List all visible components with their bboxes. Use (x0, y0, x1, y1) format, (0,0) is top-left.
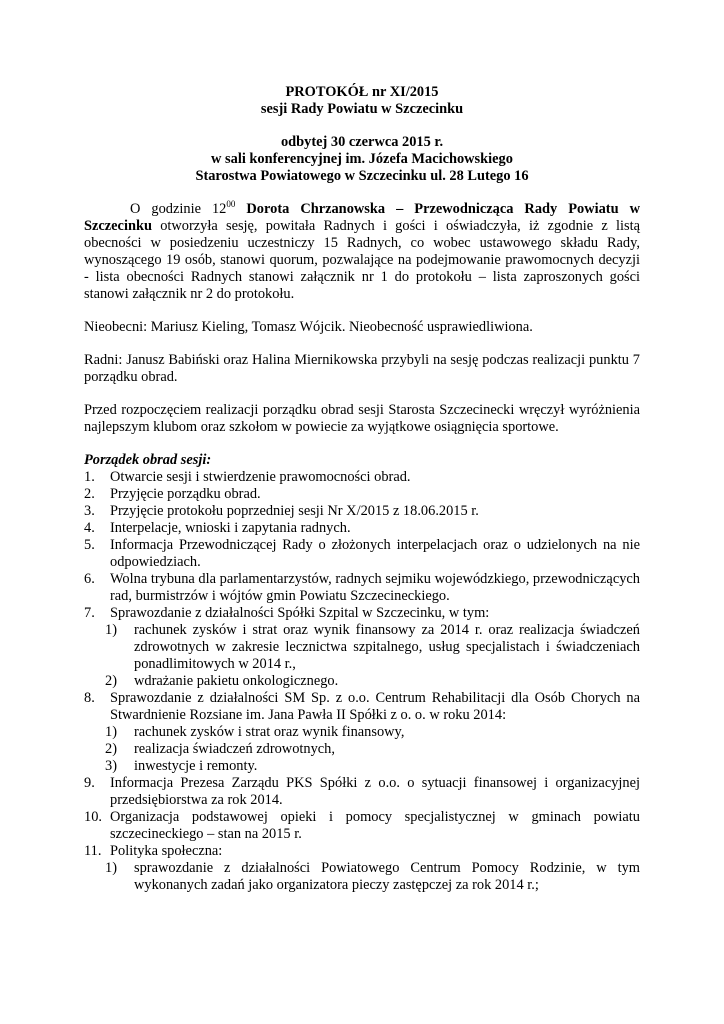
agenda-subitem (84, 622, 640, 673)
agenda-subitem-number: 3) (105, 758, 117, 774)
agenda-item-number: 8. (84, 690, 95, 706)
opening-time-minutes: 00 (226, 199, 236, 209)
agenda-item (84, 775, 640, 809)
agenda-subitem-text: realizacja świadczeń zdrowotnych, (134, 741, 335, 757)
agenda-item-text: Przyjęcie protokołu poprzedniej sesji Nr X/2015 z 18.06.2015 r. (110, 503, 479, 519)
agenda-subitem-text: inwestycje i remonty. (134, 758, 258, 774)
document-page (84, 84, 640, 894)
agenda-item-number: 7. (84, 605, 95, 621)
agenda-item-number: 9. (84, 775, 95, 791)
agenda-item-text: Interpelacje, wnioski i zapytania radnych. (110, 520, 351, 536)
agenda-heading: Porządek obrad sesji: (84, 452, 212, 468)
chair-name: Dorota Chrzanowska – Przewodnicząca Rady Powiatu w Szczecinku (84, 201, 641, 234)
opening-paragraph (84, 201, 640, 303)
document-header (84, 84, 640, 185)
agenda-item-number: 3. (84, 503, 95, 519)
session-address: Starostwa Powiatowego w Szczecinku ul. 28 Lutego 16 (195, 168, 529, 184)
agenda-item-text: Organizacja podstawowej opieki i pomocy specjalistycznej w gminach powiatu szczecineckiego – stan na 2015 r. (110, 809, 640, 842)
awards-paragraph: Przed rozpoczęciem realizacji porządku obrad sesji Starosta Szczecinecki wręczył wyróżnienia najlepszym klubom oraz szkołom w powiecie za wyjątkowe osiągnięcia sportowe. (84, 402, 640, 435)
agenda-item-number: 5. (84, 537, 95, 553)
agenda-subitem-number: 1) (105, 622, 117, 638)
agenda-item-text: Przyjęcie porządku obrad. (110, 486, 261, 502)
agenda-subitem-number: 2) (105, 673, 117, 689)
opening-text: otworzyła sesję, powitała Radnych i gości i oświadczyła, iż zgodnie z listą obecności w posiedzeniu uczestniczy 15 Radnych, co wobec ustawowego składu Rady, wynoszącego 19 osób, stanowi quorum, pozwalające na podejmowanie prawomocnych decyzji - lista obecności Radnych stanowi załącznik nr 1 do protokołu – lista zaproszonych gości stanowi załącznik nr 2 do protokołu. (84, 218, 640, 302)
agenda-item (84, 571, 640, 605)
agenda-item-number: 6. (84, 571, 95, 587)
agenda-item (84, 690, 640, 724)
session-date: odbytej 30 czerwca 2015 r. (280, 134, 444, 150)
opening-time: O godzinie 12 (130, 201, 227, 217)
agenda-subitem-number: 1) (105, 724, 117, 740)
agenda-subitem-text: rachunek zysków i strat oraz wynik finansowy, (134, 724, 405, 740)
absent-paragraph: Nieobecni: Mariusz Kieling, Tomasz Wójcik. Nieobecność usprawiedliwiona. (84, 319, 533, 335)
agenda-subitem (84, 724, 640, 741)
protocol-title: PROTOKÓŁ nr XI/2015 (285, 84, 439, 100)
agenda-subitem-number: 1) (105, 860, 117, 876)
agenda-item-text: Sprawozdanie z działalności SM Sp. z o.o. Centrum Rehabilitacji dla Osób Chorych na Stwardnienie Rozsiane im. Jana Pawła II Spółki z o. o. w roku 2014: (110, 690, 640, 723)
agenda-subitem-text: rachunek zysków i strat oraz wynik finansowy za 2014 r. oraz realizacja świadczeń zdrowotnych w zakresie lecznictwa szpitalnego, usług specjalistach i świadczeniach ponadlimitowych w 2014 r., (134, 622, 640, 672)
session-venue: w sali konferencyjnej im. Józefa Macichowskiego (211, 151, 513, 167)
agenda-item (84, 843, 640, 860)
agenda-list (84, 469, 640, 894)
agenda-item-text: Wolna trybuna dla parlamentarzystów, radnych sejmiku wojewódzkiego, przewodniczących rad, burmistrzów i wójtów gmin Powiatu Szczecineckiego. (110, 571, 640, 604)
agenda-item (84, 520, 640, 537)
agenda-subitem (84, 741, 640, 758)
agenda-item-text: Sprawozdanie z działalności Spółki Szpital w Szczecinku, w tym: (110, 605, 490, 621)
agenda-item-text: Informacja Prezesa Zarządu PKS Spółki z o.o. o sytuacji finansowej i organizacyjnej przedsiębiorstwa za rok 2014. (110, 775, 640, 808)
agenda-subitem (84, 758, 640, 775)
agenda-subitem-text: sprawozdanie z działalności Powiatowego Centrum Pomocy Rodzinie, w tym wykonanych zadań jako organizatora pieczy zastępczej za rok 2014 r.; (134, 860, 640, 893)
agenda-item-text: Otwarcie sesji i stwierdzenie prawomocności obrad. (110, 469, 411, 485)
agenda-item (84, 486, 640, 503)
agenda-item-number: 1. (84, 469, 95, 485)
agenda-subitem-text: wdrażanie pakietu onkologicznego. (134, 673, 339, 689)
agenda-item (84, 537, 640, 571)
agenda-item-number: 10. (84, 809, 102, 825)
agenda-subitem (84, 860, 640, 894)
agenda-subitem (84, 673, 640, 690)
agenda-subitem-number: 2) (105, 741, 117, 757)
agenda-item (84, 469, 640, 486)
agenda-item-number: 11. (84, 843, 102, 859)
agenda-item (84, 503, 640, 520)
agenda-item (84, 605, 640, 622)
arrivals-paragraph: Radni: Janusz Babiński oraz Halina Miernikowska przybyli na sesję podczas realizacji punktu 7 porządku obrad. (84, 352, 640, 385)
protocol-subtitle: sesji Rady Powiatu w Szczecinku (260, 101, 464, 117)
agenda-item-number: 4. (84, 520, 95, 536)
agenda-item-text: Informacja Przewodniczącej Rady o złożonych interpelacjach oraz o udzielonych na nie odpowiedziach. (110, 537, 640, 570)
agenda-item-text: Polityka społeczna: (110, 843, 223, 859)
agenda-item-number: 2. (84, 486, 95, 502)
agenda-item (84, 809, 640, 843)
